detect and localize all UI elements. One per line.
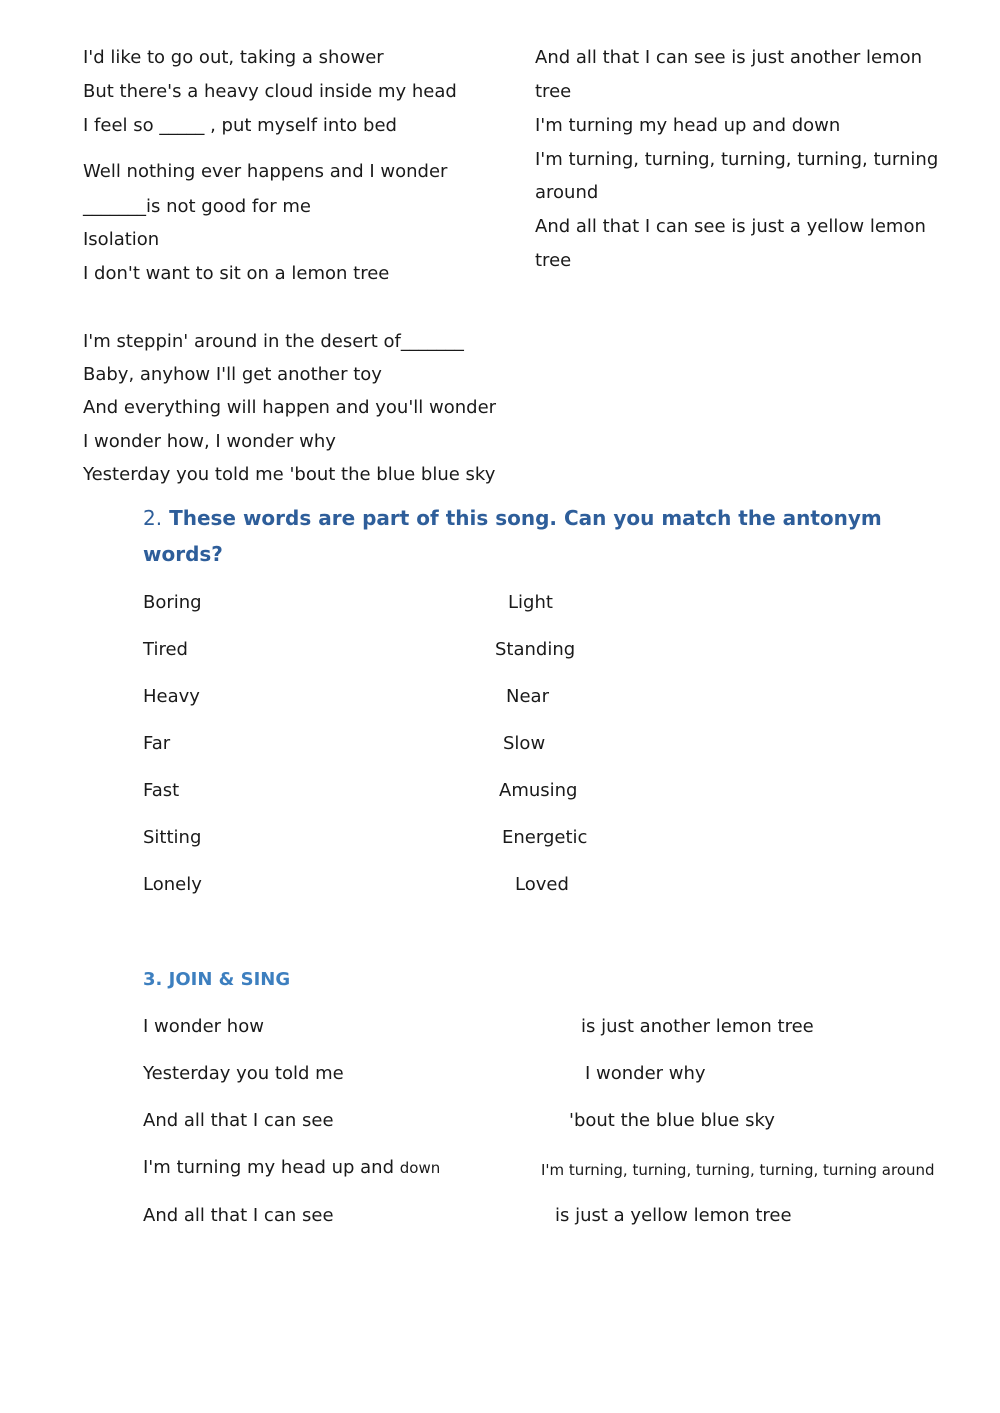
antonym-left-word: Sitting: [143, 827, 202, 848]
antonym-right-word: Loved: [515, 874, 569, 895]
lyric-line: I'm turning my head up and down: [535, 115, 841, 136]
join-left-phrase: And all that I can see: [143, 1205, 334, 1226]
antonym-right-word: Slow: [503, 733, 546, 754]
join-left-phrase: I wonder how: [143, 1016, 264, 1037]
lyric-line: I'd like to go out, taking a shower: [83, 47, 384, 68]
lyric-line: And all that I can see is just a yellow lemon: [535, 216, 926, 237]
join-left-phrase: And all that I can see: [143, 1110, 334, 1131]
lyric-line: And everything will happen and you'll wonder: [83, 397, 497, 418]
join-right-phrase: is just a yellow lemon tree: [555, 1205, 792, 1226]
antonym-left-word: Far: [143, 733, 171, 754]
lyric-line: around: [535, 182, 599, 203]
join-left-phrase-main: I'm turning my head up and: [143, 1157, 395, 1178]
lyric-line: I wonder how, I wonder why: [83, 431, 336, 452]
join-left-phrase: Yesterday you told me: [143, 1063, 344, 1084]
lyric-line: tree: [535, 81, 572, 102]
antonym-left-word: Lonely: [143, 874, 202, 895]
antonym-left-word: Heavy: [143, 686, 200, 707]
section-2-number: 2.: [143, 506, 163, 530]
lyric-line: I don't want to sit on a lemon tree: [83, 263, 390, 284]
lyric-line-blank: _______is not good for me: [83, 196, 311, 217]
antonym-right-word: Energetic: [502, 827, 588, 848]
lyric-line: tree: [535, 250, 572, 271]
join-right-phrase: I wonder why: [585, 1063, 706, 1084]
antonym-right-word: Amusing: [499, 780, 578, 801]
join-right-phrase: 'bout the blue blue sky: [569, 1110, 775, 1131]
lyric-line: But there's a heavy cloud inside my head: [83, 81, 457, 102]
antonym-left-word: Tired: [143, 639, 188, 660]
join-left-phrase-suffix: down: [399, 1159, 441, 1177]
lyric-line: Yesterday you told me 'bout the blue blue sky: [83, 464, 496, 485]
antonym-left-word: Fast: [143, 780, 180, 801]
lyric-line-blank: I feel so _____ , put myself into bed: [83, 115, 397, 136]
join-left-phrase: [143, 1157, 440, 1179]
lyric-line-blank: I'm steppin' around in the desert of_______: [83, 331, 464, 352]
antonym-right-word: Standing: [495, 639, 576, 660]
section-2-heading: These words are part of this song. Can you match the antonym words?: [143, 506, 882, 566]
join-right-phrase: is just another lemon tree: [581, 1016, 814, 1037]
lyric-line: Isolation: [83, 229, 160, 250]
section-3-title: 3. JOIN & SING: [143, 969, 291, 990]
lyric-line: And all that I can see is just another lemon: [535, 47, 923, 68]
section-2-title: [143, 500, 903, 572]
antonym-right-word: Near: [506, 686, 549, 707]
lyric-line: Baby, anyhow I'll get another toy: [83, 364, 382, 385]
antonym-right-word: Light: [508, 592, 553, 613]
lyric-line: I'm turning, turning, turning, turning, turning: [535, 149, 939, 170]
join-right-phrase: I'm turning, turning, turning, turning, turning around: [541, 1161, 935, 1179]
lyric-line: Well nothing ever happens and I wonder: [83, 161, 448, 182]
antonym-left-word: Boring: [143, 592, 202, 613]
